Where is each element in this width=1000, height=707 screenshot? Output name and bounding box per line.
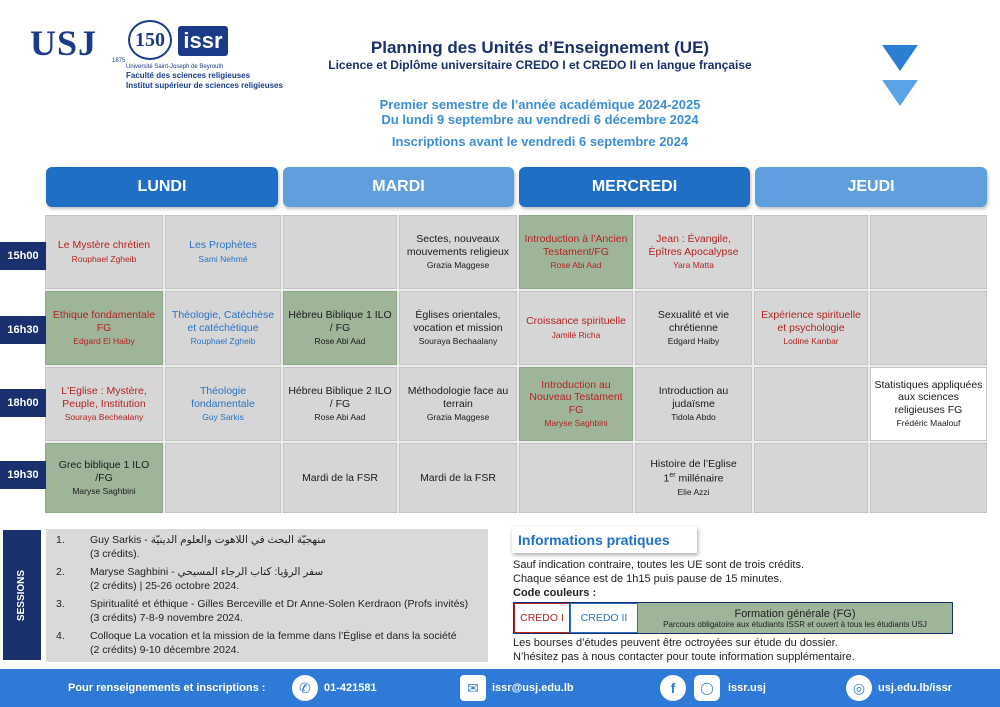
course-teacher: Rose Abi Aad [314, 336, 366, 346]
course-teacher: Tidola Abdo [671, 412, 716, 422]
info-scholarship-line: Les bourses d’études peuvent être octroyées sur étude du dossier. [513, 637, 838, 649]
logo-usj-text: USJ [30, 23, 98, 63]
course-teacher: Jamilé Richa [551, 329, 601, 340]
course-cell [399, 291, 517, 365]
course-teacher: Sami Nehmé [198, 253, 248, 264]
session-title: منهجيّة البحث في اللاهوت والعلوم الدينيّة - Guy Sarkis [90, 534, 327, 546]
course-cell [870, 291, 987, 365]
course-title-sup: er [669, 472, 676, 480]
footer [0, 669, 1000, 707]
course-title-number: 1 [663, 472, 670, 485]
session-details: (2 crédits) 9-10 décembre 2024. [90, 644, 240, 656]
course-cell [45, 367, 163, 441]
logo-institute-name: Institut supérieur de sciences religieuses [126, 81, 283, 90]
legend-fg-title: Formation générale (FG) [734, 607, 856, 620]
course-teacher: Lodine Kanbar [783, 336, 839, 346]
course-cell [45, 291, 163, 365]
course-teacher: Frédéric Maalouf [896, 418, 961, 429]
time-label: 19h30 [0, 461, 46, 489]
footer-website[interactable]: usj.edu.lb/issr [878, 682, 952, 694]
course-title: Sexualité et vie chrétienne [657, 309, 730, 334]
course-title: Croissance spirituelle [526, 315, 626, 328]
course-teacher: Guy Sarkis [202, 412, 244, 422]
course-teacher: Maryse Saghbini [72, 486, 136, 496]
course-cell [519, 291, 633, 365]
info-title: Informations pratiques [512, 527, 697, 553]
course-cell [635, 443, 752, 513]
day-header-lundi: LUNDI [46, 167, 278, 207]
course-cell [635, 367, 752, 441]
course-title: Hébreu Biblique 2 ILO / FG [288, 385, 392, 410]
footer-label: Pour renseignements et inscriptions : [68, 682, 266, 694]
course-title: Les Prophètes [189, 239, 257, 252]
course-cell [45, 443, 163, 513]
session-details: (3 crédits). [90, 548, 140, 560]
course-cell [399, 443, 517, 513]
course-cell [283, 291, 397, 365]
time-label: 16h30 [0, 316, 46, 344]
info-contact-line: N’hésitez pas à nous contacter pour toute information supplémentaire. [513, 651, 855, 663]
course-cell [165, 215, 281, 289]
color-code-label: Code couleurs : [513, 587, 597, 599]
legend-credo-1: CREDO I [514, 603, 570, 633]
legend-fg [638, 603, 952, 633]
course-teacher: Rose Abi Aad [314, 412, 366, 422]
session-number: 2. [56, 566, 65, 578]
triangle-down-icon [882, 80, 918, 106]
course-cell [754, 291, 868, 365]
course-cell [870, 367, 987, 441]
logo-150-emblem: 150 [128, 20, 172, 60]
session-number: 3. [56, 598, 65, 610]
legend-fg-subtitle: Parcours obligatoire aux étudiants ISSR et ouvert à tous les étudiants USJ [663, 619, 927, 629]
course-cell [870, 215, 987, 289]
course-cell [45, 215, 163, 289]
course-cell [283, 443, 397, 513]
course-title: L'Eglise : Mystère, Peuple, Institution [61, 385, 147, 410]
logo-faculty-name: Faculté des sciences religieuses [126, 71, 251, 80]
triangle-down-icon [882, 45, 918, 71]
footer-social[interactable]: issr.usj [728, 682, 766, 694]
course-cell [754, 367, 868, 441]
course-teacher: Souraya Bechaalany [418, 336, 498, 346]
course-cell [870, 443, 987, 513]
sessions-box [46, 529, 488, 662]
course-title: Statistiques appliquées aux sciences religieuses FG [874, 378, 983, 416]
course-cell [399, 215, 517, 289]
instagram-icon[interactable]: ◯ [694, 675, 720, 701]
session-title: سفر الرؤيا: كتاب الرجاء المسيحي - Maryse Saghbini [90, 566, 324, 578]
course-teacher: Edgard El Haiby [73, 336, 135, 346]
course-cell [754, 215, 868, 289]
course-cell [399, 367, 517, 441]
course-cell [635, 215, 752, 289]
course-teacher: Yara Matta [673, 260, 714, 270]
dates-line: Du lundi 9 septembre au vendredi 6 décembre 2024 [381, 112, 699, 127]
course-title: Introduction au Nouveau Testament FG [529, 378, 623, 416]
course-cell [519, 443, 633, 513]
course-cell [165, 291, 281, 365]
info-credits-line: Sauf indication contraire, toutes les UE sont de trois crédits. [513, 559, 805, 571]
course-title-rest: millénaire [675, 472, 724, 485]
session-details: (3 crédits) 7-8-9 novembre 2024. [90, 612, 243, 624]
course-title: Jean : Évangile, Épîtres Apocalypse [648, 233, 739, 258]
course-title: Ethique fondamentale FG [52, 309, 156, 334]
color-legend [513, 602, 953, 634]
course-teacher: Rouphael Zgheib [190, 336, 256, 346]
phone-icon: ✆ [292, 675, 318, 701]
course-title: Méthodologie face au terrain [407, 385, 509, 410]
logo-issr: issr [178, 26, 228, 56]
email-icon: ✉ [460, 675, 486, 701]
course-title: Expérience spirituelle et psychologie [761, 309, 861, 334]
course-title: Histoire de l’Eglise [650, 457, 737, 470]
course-title: Grec biblique 1 ILO /FG [58, 459, 150, 484]
course-cell [165, 443, 281, 513]
session-number: 4. [56, 630, 65, 642]
time-label: 15h00 [0, 242, 46, 270]
course-teacher: Rouphael Zgheib [71, 253, 137, 264]
course-cell [165, 367, 281, 441]
footer-email[interactable]: issr@usj.edu.lb [492, 682, 574, 694]
day-header-mardi: MARDI [283, 167, 514, 207]
course-teacher: Maryse Saghbini [544, 418, 608, 429]
time-label: 18h00 [0, 389, 46, 417]
inscriptions-line: Inscriptions avant le vendredi 6 septembre 2024 [391, 134, 689, 149]
course-cell [283, 215, 397, 289]
course-teacher: Souraya Bechealany [64, 412, 144, 422]
session-title: Colloque La vocation et la mission de la femme dans l’Église et dans la société [90, 630, 457, 642]
day-header-jeudi: JEUDI [755, 167, 987, 207]
session-number: 1. [56, 534, 65, 546]
usj-logo [30, 18, 283, 90]
course-cell [754, 443, 868, 513]
course-title: Mardi de la FSR [420, 471, 496, 484]
course-title: Introduction au judaïsme [658, 385, 729, 410]
course-cell [519, 215, 633, 289]
session-details: (2 crédits) | 25-26 octobre 2024. [90, 580, 240, 592]
semester-line: Premier semestre de l’année académique 2024-2025 [379, 97, 701, 112]
day-header-mercredi: MERCREDI [519, 167, 750, 207]
course-title: Introduction à l'Ancien Testament/FG [524, 233, 628, 258]
course-cell [635, 291, 752, 365]
course-cell [283, 367, 397, 441]
course-title: Théologie, Catéchèse et catéchétique [171, 309, 275, 334]
course-title: Églises orientales, vocation et mission [413, 309, 503, 334]
course-teacher: Elie Azzi [677, 487, 710, 498]
course-teacher: Rose Abi Aad [550, 260, 602, 270]
legend-credo-2: CREDO II [570, 603, 638, 633]
globe-icon: ◎ [846, 675, 872, 701]
course-title: Hébreu Biblique 1 ILO / FG [288, 309, 392, 334]
course-cell [519, 367, 633, 441]
page-subtitle: Licence et Diplôme universitaire CREDO I et CREDO II en langue française [328, 58, 752, 72]
session-title: Spiritualité et éthique - Gilles Berceville et Dr Anne-Solen Kerdraon (Profs invités) [90, 598, 469, 610]
course-title: Sectes, nouveaux mouvements religieux [406, 233, 510, 258]
page-title: Planning des Unités d’Enseignement (UE) [370, 38, 710, 57]
footer-phone[interactable]: 01-421581 [324, 682, 377, 694]
logo-year: 1875 [112, 58, 126, 64]
info-duration-line: Chaque séance est de 1h15 puis pause de 15 minutes. [513, 573, 783, 585]
logo-university-name: Université Saint-Joseph de Beyrouth [126, 64, 224, 70]
facebook-icon[interactable]: f [660, 675, 686, 701]
course-teacher: Grazia Maggese [426, 412, 490, 422]
course-title-line2 [664, 470, 724, 485]
course-title: Le Mystère chrétien [57, 239, 151, 252]
sessions-label: SESSIONS [3, 530, 41, 660]
course-title: Théologie fondamentale [191, 385, 255, 410]
schedule-grid [45, 215, 987, 513]
course-teacher: Grazia Maggese [426, 260, 490, 270]
course-teacher: Edgard Haiby [667, 336, 720, 346]
course-title: Mardi de la FSR [302, 471, 378, 484]
